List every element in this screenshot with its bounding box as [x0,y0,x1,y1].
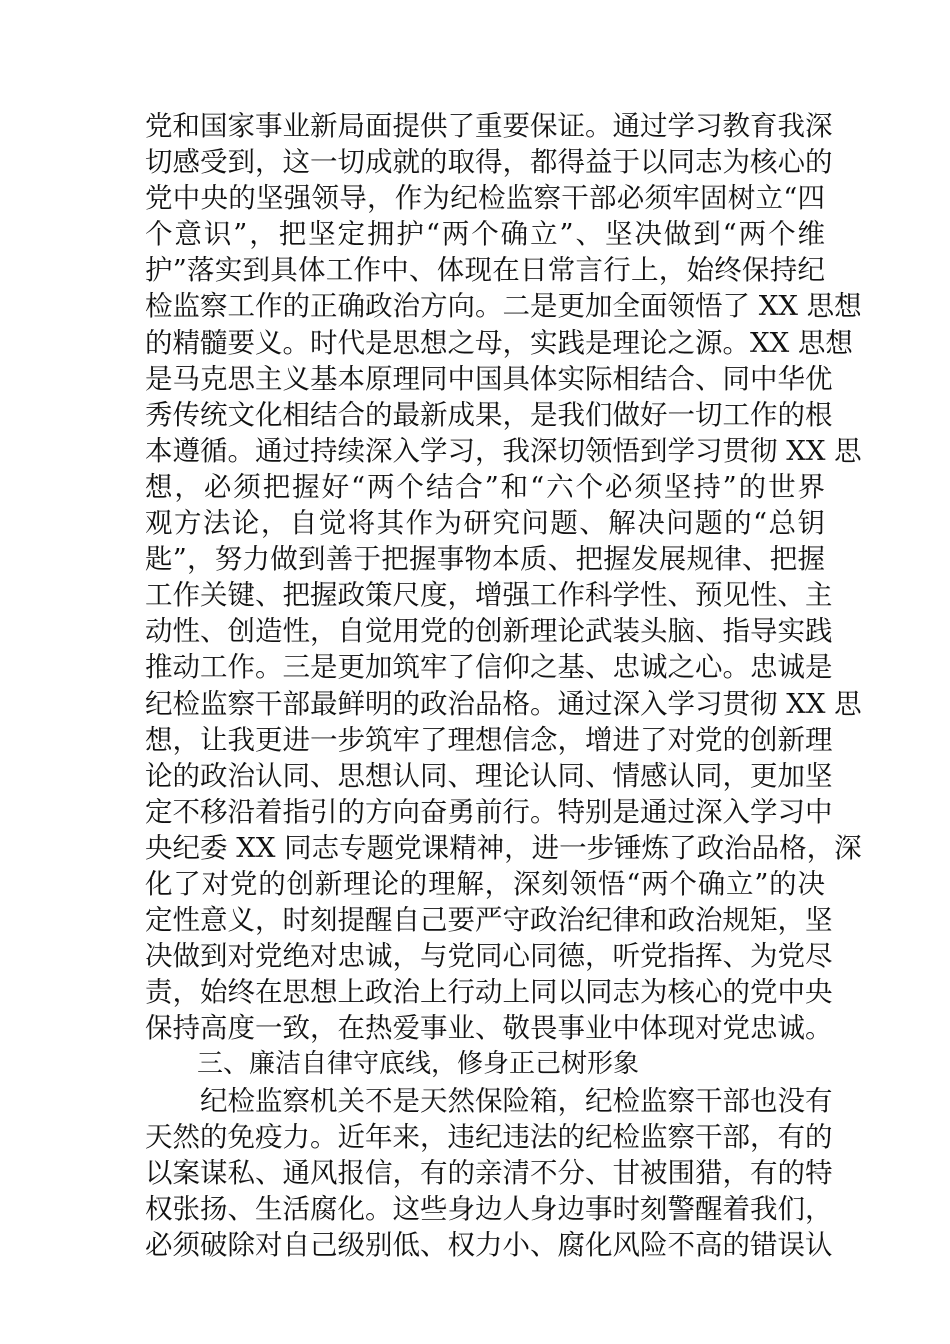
body-line: 匙”，努力做到善于把握事物本质、把握发展规律、把握 [145,543,825,576]
body-line: 定不移沿着指引的方向奋勇前行。特别是通过深入学习中 [145,795,833,828]
body-line: 纪检监察机关不是天然保险箱，纪检监察干部也没有 [200,1084,833,1117]
body-line: 本遵循。通过持续深入学习，我深切领悟到学习贯彻 XX 思 [145,434,862,467]
body-line: 必须破除对自己级别低、权力小、腐化风险不高的错误认 [145,1228,833,1261]
body-line: 个意识”，把坚定拥护“两个确立”、坚决做到“两个维 [145,218,825,251]
body-line: 决做到对党绝对忠诚，与党同心同德，听党指挥、为党尽 [145,940,833,973]
body-line: 保持高度一致，在热爱事业、敬畏事业中体现对党忠诚。 [145,1012,833,1045]
body-line: 定性意义，时刻提醒自己要严守政治纪律和政治规矩，坚 [145,904,833,937]
body-line: 动性、创造性，自觉用党的创新理论武装头脑、指导实践 [145,615,833,648]
body-line: 央纪委 XX 同志专题党课精神，进一步锤炼了政治品格，深 [145,831,862,864]
body-line: 想，让我更进一步筑牢了理想信念，增进了对党的创新理 [145,723,833,756]
section-heading: 三、廉洁自律守底线，修身正己树形象 [197,1049,640,1080]
body-line: 切感受到，这一切成就的取得，都得益于以同志为核心的 [145,146,833,179]
body-line: 工作关键、把握政策尺度，增强工作科学性、预见性、主 [145,579,833,612]
body-line: 党和国家事业新局面提供了重要保证。通过学习教育我深 [145,110,833,142]
body-line: 化了对党的创新理论的理解，深刻领悟“两个确立”的决 [145,867,825,900]
body-line: 以案谋私、通风报信，有的亲清不分、甘被围猎，有的特 [145,1156,833,1189]
body-line: 论的政治认同、思想认同、理论认同、情感认同，更加坚 [145,759,833,792]
body-line: 检监察工作的正确政治方向。二是更加全面领悟了 XX 思想 [145,290,862,323]
body-line: 权张扬、生活腐化。这些身边人身边事时刻警醒着我们， [145,1192,833,1225]
body-line: 观方法论，自觉将其作为研究问题、解决问题的“总钥 [145,507,825,540]
body-line: 责，始终在思想上政治上行动上同以同志为核心的党中央 [145,976,833,1009]
body-line: 秀传统文化相结合的最新成果，是我们做好一切工作的根 [145,398,833,431]
body-line: 护”落实到具体工作中、体现在日常言行上，始终保持纪 [145,254,825,287]
body-line: 想，必须把握好“两个结合”和“六个必须坚持”的世界 [145,470,825,503]
body-line: 天然的免疫力。近年来，违纪违法的纪检监察干部，有的 [145,1120,833,1153]
body-line: 纪检监察干部最鲜明的政治品格。通过深入学习贯彻 XX 思 [145,687,862,720]
body-line: 推动工作。三是更加筑牢了信仰之基、忠诚之心。忠诚是 [145,651,833,684]
body-line: 的精髓要义。时代是思想之母，实践是理论之源。XX 思想 [145,326,853,359]
body-line: 党中央的坚强领导，作为纪检监察干部必须牢固树立“四 [145,182,825,215]
body-line: 是马克思主义基本原理同中国具体实际相结合、同中华优 [145,362,833,395]
document-body [145,108,862,1263]
